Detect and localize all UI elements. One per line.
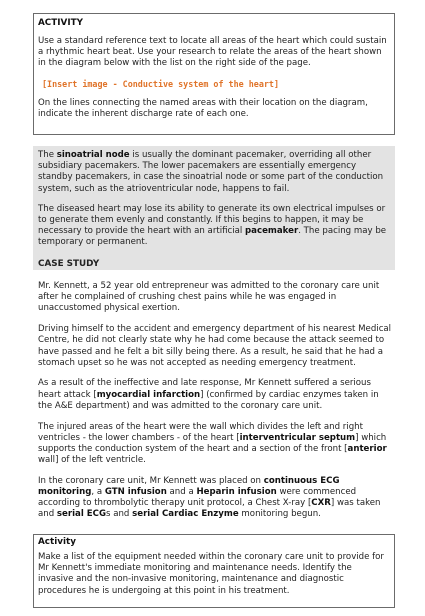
activity-title-2: Activity — [38, 537, 76, 547]
pacemaker-info-panel — [33, 146, 395, 270]
activity-instructions-2: On the lines connecting the named areas with their location on the diagram, indicate the inherent discharge rate of each one. — [38, 97, 368, 120]
ecg-monitoring-term: continuous ECG monitoring — [38, 475, 340, 498]
sinoatrial-paragraph: The sinoatrial node is usually the dominant pacemaker, overriding all other subsidiary pacemakers. The lower pacemakers are essentially emergency standby pacemakers, in case the sinoatrial node or some part of the conduction system, such as the atrioventricular node, happens to fail. — [38, 150, 384, 194]
interventricular-septum-term: interventricular septum — [239, 432, 356, 443]
case-paragraph-2: Driving himself to the accident and emergency department of his nearest Medical Centre, he did not clearly state why he had come because the attack seemed to have passed and he felt a bit silly being there. As a result, he said that he had a stomach upset so he was not accepted as needing emergency treatment. — [38, 324, 392, 368]
pacemaker-paragraph: The diseased heart may lose its ability to generate its own electrical impulses or to generate them evenly and constantly. If this begins to happen, it may be necessary to provide the heart with an artificial pacemaker. The pacing may be temporary or permanent. — [38, 203, 387, 248]
serial-ecg-term: serial ECG — [56, 509, 107, 520]
case-study-body — [38, 281, 394, 530]
myocardial-infarction-term: myocardial infarction — [96, 389, 201, 400]
activity-2-instructions: Make a list of the equipment needed within the coronary care unit to provide for Mr Kennett's immediate monitoring and maintenance needs. Identify the invasive and the non-invasive monitoring, maintenance and diagnostic procedures he is undergoing at this point in his treatment. — [38, 552, 384, 596]
activity-box — [33, 13, 395, 135]
serial-cardiac-enzyme-term: serial Cardiac Enzyme — [132, 509, 239, 520]
activity-instructions: Use a standard reference text to locate all areas of the heart which could sustain a rhythmic heart beat. Use your research to relate the areas of the heart shown in the diagram below with the list on the right side of the page. — [38, 36, 387, 69]
case-paragraph-4: The injured areas of the heart were the wall which divides the left and right ventricles - the lower chambers - of the heart [interventricular septum] which supports the conduction system of the heart and a section of the front [anterior wall] of the left ventricle. — [38, 421, 387, 466]
activity-box-2 — [33, 534, 395, 608]
case-paragraph-1: Mr. Kennett, a 52 year old entrepreneur was admitted to the coronary care unit after he complained of crushing chest pains while he was engaged in unaccustomed physical exertion. — [38, 281, 380, 314]
case-paragraph-5: In the coronary care unit, Mr Kennett was placed on continuous ECG monitoring, a GTN infusion and a Heparin infusion were commenced according to thrombolytic therapy unit protocol, a Chest X-ray [CXR] was taken and serial ECGs and serial Cardiac Enzyme monitoring begun. — [38, 475, 381, 520]
case-paragraph-3: As a result of the ineffective and late response, Mr Kennett suffered a serious heart attack [myocardial infarction] (confirmed by cardiac enzymes taken in the A&E department) and was admitted to the coronary care unit. — [38, 378, 379, 411]
anterior-term: anterior — [347, 443, 387, 454]
heparin-infusion-term: Heparin infusion — [196, 487, 277, 498]
pacemaker-term: pacemaker — [245, 226, 299, 237]
case-study-heading: CASE STUDY — [38, 259, 100, 269]
activity-title: ACTIVITY — [38, 18, 83, 28]
insert-image-placeholder: [Insert image - Conductive system of the heart] — [42, 78, 279, 89]
cxr-term: CXR — [311, 498, 331, 509]
gtn-infusion-term: GTN infusion — [104, 487, 167, 498]
sinoatrial-node-term: sinoatrial node — [56, 150, 130, 160]
